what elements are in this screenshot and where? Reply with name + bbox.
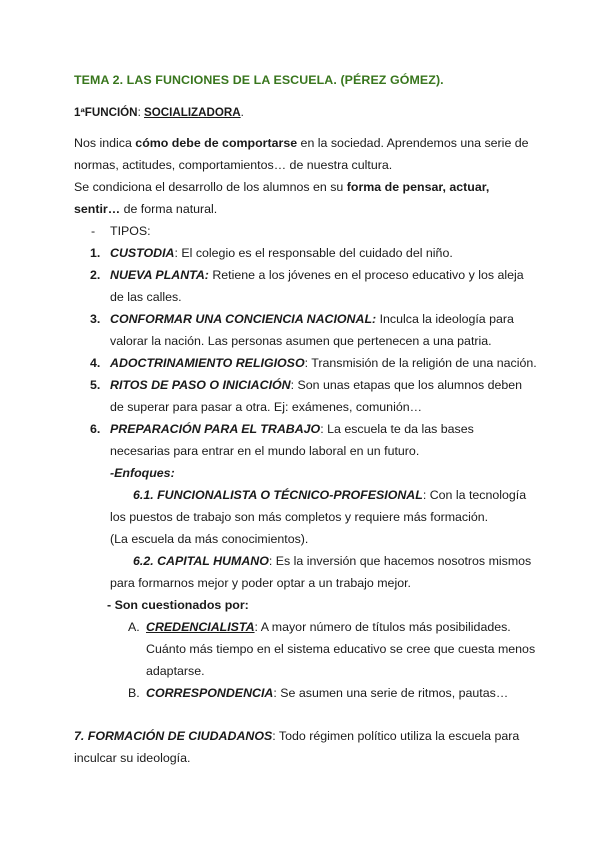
item-number: 5. xyxy=(90,378,101,392)
item-text: : Son unas etapas que los alumnos deben xyxy=(290,378,523,392)
item-continuation: de superar para pasar a otra. Ej: exámenes, comunión… xyxy=(110,400,422,414)
tipos-label: TIPOS: xyxy=(110,224,151,238)
item-number: 2. xyxy=(90,268,101,282)
item-term: PREPARACIÓN PARA EL TRABAJO xyxy=(110,422,321,436)
function-7 xyxy=(74,728,519,744)
intro-text: Nos indica xyxy=(74,136,136,150)
intro-text: en la sociedad. Aprendemos una serie de xyxy=(297,136,529,150)
document-title: TEMA 2. LAS FUNCIONES DE LA ESCUELA. (PÉREZ GÓMEZ). xyxy=(74,73,444,87)
list-item xyxy=(110,245,453,261)
function-1-sep: : xyxy=(137,106,145,119)
cuestionado-a xyxy=(146,619,511,635)
list-item xyxy=(110,377,522,393)
intro-text: Se condiciona el desarrollo de los alumnos en su xyxy=(74,180,347,194)
cuestionado-term: CORRESPONDENCIA xyxy=(146,686,274,700)
intro-line-2: normas, actitudes, comportamientos… de nuestra cultura. xyxy=(74,158,393,172)
list-item xyxy=(110,311,514,327)
item-text: Retiene a los jóvenes en el proceso educativo y los aleja xyxy=(208,268,524,282)
item-number: 1. xyxy=(90,246,101,260)
enfoque-2-line-2: para formarnos mejor y poder optar a un trabajo mejor. xyxy=(110,576,411,590)
enfoque-1-line-2: los puestos de trabajo son más completos y requiere más formación. xyxy=(110,510,489,524)
function-7-line-2: inculcar su ideología. xyxy=(74,751,191,765)
function-1-label: 1ªFUNCIÓN xyxy=(74,106,138,119)
enfoques-label: -Enfoques: xyxy=(110,466,175,480)
item-text: : El colegio es el responsable del cuidado del niño. xyxy=(174,246,453,260)
item-letter: A. xyxy=(128,620,140,634)
function-1-end: . xyxy=(240,106,244,119)
cuestionado-text: : A mayor número de títulos más posibilidades. xyxy=(254,620,511,634)
item-continuation: de las calles. xyxy=(110,290,182,304)
item-text: Inculca la ideología para xyxy=(376,312,514,326)
item-text: : Transmisión de la religión de una nación. xyxy=(304,356,537,370)
item-number: 6. xyxy=(90,422,101,436)
function-1-name: SOCIALIZADORA xyxy=(144,106,241,119)
item-continuation: valorar la nación. Las personas asumen que pertenecen a una patria. xyxy=(110,334,492,348)
list-item xyxy=(110,355,537,371)
item-number: 3. xyxy=(90,312,101,326)
tipos-dash: - xyxy=(91,224,96,238)
item-letter: B. xyxy=(128,686,140,700)
cuestionado-term: CREDENCIALISTA xyxy=(146,620,255,634)
enfoque-term: 6.2. CAPITAL HUMANO xyxy=(133,554,269,568)
item-term: CONFORMAR UNA CONCIENCIA NACIONAL: xyxy=(110,312,377,326)
cuestionado-a-line-2: Cuánto más tiempo en el sistema educativo se cree que cuesta menos xyxy=(146,642,536,656)
function-1-heading xyxy=(74,105,244,121)
enfoque-term: 6.1. FUNCIONALISTA O TÉCNICO-PROFESIONAL xyxy=(133,488,423,502)
list-item xyxy=(110,421,474,437)
item-text: : La escuela te da las bases xyxy=(320,422,474,436)
cuestionado-a-line-3: adaptarse. xyxy=(146,664,205,678)
item-term: NUEVA PLANTA: xyxy=(110,268,209,282)
item-term: RITOS DE PASO O INICIACIÓN xyxy=(110,378,291,392)
function-7-term: 7. FORMACIÓN DE CIUDADANOS xyxy=(74,729,273,743)
intro-text: de forma natural. xyxy=(120,202,218,216)
enfoque-1 xyxy=(133,487,526,503)
cuestionado-text: : Se asumen una serie de ritmos, pautas… xyxy=(273,686,509,700)
intro-emphasis: sentir… xyxy=(74,202,121,216)
item-term: CUSTODIA xyxy=(110,246,175,260)
item-number: 4. xyxy=(90,356,101,370)
intro-emphasis: cómo debe de comportarse xyxy=(135,136,298,150)
enfoque-text: : Con la tecnología xyxy=(422,488,527,502)
enfoque-1-line-3: (La escuela da más conocimientos). xyxy=(110,532,309,546)
intro-line-1 xyxy=(74,135,529,151)
list-item xyxy=(110,267,524,283)
function-7-text: : Todo régimen político utiliza la escuela para xyxy=(272,729,520,743)
intro-line-4 xyxy=(74,201,217,217)
intro-line-3 xyxy=(74,179,489,195)
item-term: ADOCTRINAMIENTO RELIGIOSO xyxy=(110,356,305,370)
enfoque-2 xyxy=(133,553,531,569)
cuestionados-label: - Son cuestionados por: xyxy=(107,598,249,612)
intro-emphasis: forma de pensar, actuar, xyxy=(346,180,490,194)
enfoque-text: : Es la inversión que hacemos nosotros mismos xyxy=(268,554,532,568)
cuestionado-b xyxy=(146,685,508,701)
item-continuation: necesarias para entrar en el mundo laboral en un futuro. xyxy=(110,444,420,458)
